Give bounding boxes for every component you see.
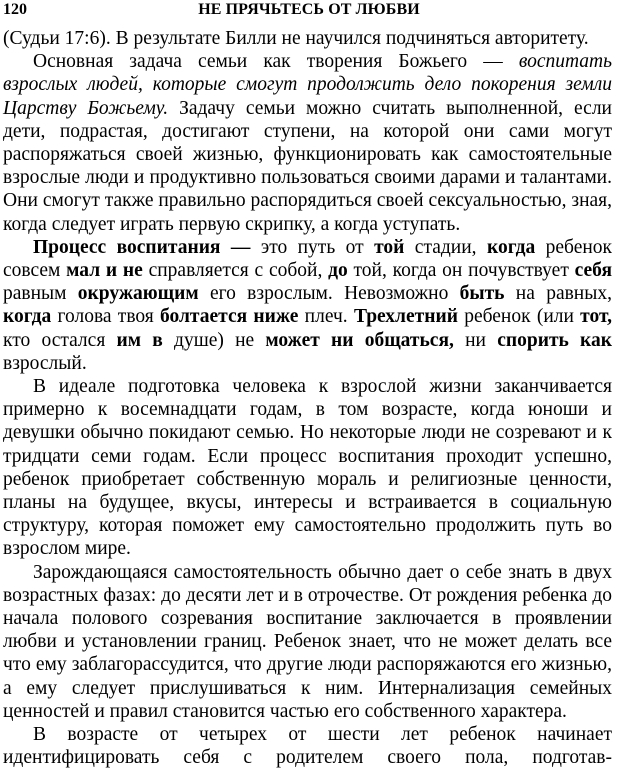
p3-text-10: плеч.	[298, 306, 354, 328]
p3-text-1: это путь от	[250, 236, 375, 258]
paragraph-2-italic: воспитать взрослых людей, которые смогут продолжить дело покорения земли Царству Божьему.	[3, 51, 612, 119]
paragraph-2-text-1: Основная задача семьи как творения Божьего —	[33, 51, 519, 73]
p3-text-13: душе) не	[162, 329, 266, 351]
running-title: НЕ ПРЯЧЬТЕСЬ ОТ ЛЮБВИ	[198, 1, 420, 18]
p3-text-9: голова твоя	[51, 306, 160, 328]
p3-bold-6: себя	[574, 260, 612, 282]
p3-text-2: стадии,	[404, 236, 487, 258]
p3-bold-9: когда	[3, 306, 52, 328]
paragraph-1: (Судьи 17:6). В результате Билли не научился подчиняться авторитету.	[3, 28, 589, 49]
p3-text-3: ребенок совсем	[3, 236, 613, 282]
paragraph-5: Зарождающаяся самостоятельность обычно дает о себе знать в двух возрастных фазах: до десяти лет и в отрочестве. От рождения ребенка до начала полового созревания воспитание заключается в проявлении любви и установлении границ. Ребенок знает, что не может делать все что ему заблагорассудится, что другие люди распоряжаются его жизнью, а ему следует прислушиваться к ним. Интернализация семейных ценностей и правил становится частью его собственного характера.	[3, 561, 612, 722]
p3-text-4: справляется с собой,	[142, 260, 329, 282]
p3-bold-2: той	[374, 236, 405, 258]
paragraph-3	[3, 236, 612, 375]
paragraph-6: В возрасте от четырех от шести лет ребенок начинает идентифицировать себя с родителем своего пола, подготав-	[3, 724, 612, 769]
p3-bold-8: быть	[459, 283, 505, 305]
paragraph-2	[3, 50, 612, 236]
p3-bold-11: Трехлетний	[353, 306, 458, 328]
p3-text-8: на равных,	[504, 283, 612, 305]
page-number: 120	[3, 1, 27, 18]
page-body	[3, 27, 612, 770]
p3-bold-10: болтается ниже	[160, 306, 299, 328]
p3-bold-4: мал и не	[66, 260, 143, 282]
p3-text-6: равным	[3, 283, 78, 305]
p3-bold-1: Процесс воспитания —	[33, 236, 251, 258]
p3-bold-12: тот,	[580, 306, 612, 328]
p3-text-12: кто остался	[3, 329, 117, 351]
paragraph-4: В идеале подготовка человека к взрослой жизни заканчивается примерно к восемнадцати годам, в том возрасте, когда юноши и девушки обычно покидают семью. Но некоторые люди не созревают и к тридцати семи годам. Если процесс воспитания проходит успешно, ребенок приобретает собственную мораль и религиозные ценности, планы на будущее, вкусы, интересы и встраивается в социальную структуру, которая поможет ему самостоятельно продолжить путь во взрослом мире.	[3, 376, 612, 560]
paragraph-2-text-2: Задачу семьи можно считать выполненной, если дети, подрастая, достигают ступени, на которой они сами могут распоряжаться своей жизнью, функционировать как самостоятельные взрослые люди и продуктивно пользоваться своими дарами и талантами. Они смогут также правильно распорядиться своей сексуальностью, зная, когда следует играть первую скрипку, а когда уступать.	[3, 97, 613, 235]
p3-text-11: ребенок (или	[457, 306, 581, 328]
p3-text-15: взрослый.	[3, 352, 87, 374]
p3-bold-5: до	[328, 260, 348, 282]
p3-bold-3: когда	[486, 236, 536, 258]
p3-bold-13: им в	[116, 329, 163, 351]
p3-bold-7: окружающим	[77, 283, 199, 305]
p3-text-5: той, когда он почувствует	[347, 260, 575, 282]
p3-text-14: ни	[453, 329, 498, 351]
p3-bold-15: спорить как	[497, 329, 612, 351]
page-header	[3, 0, 615, 22]
p3-text-7: его взрослым. Невозможно	[198, 283, 460, 305]
p3-bold-14: может ни общаться,	[265, 329, 454, 351]
